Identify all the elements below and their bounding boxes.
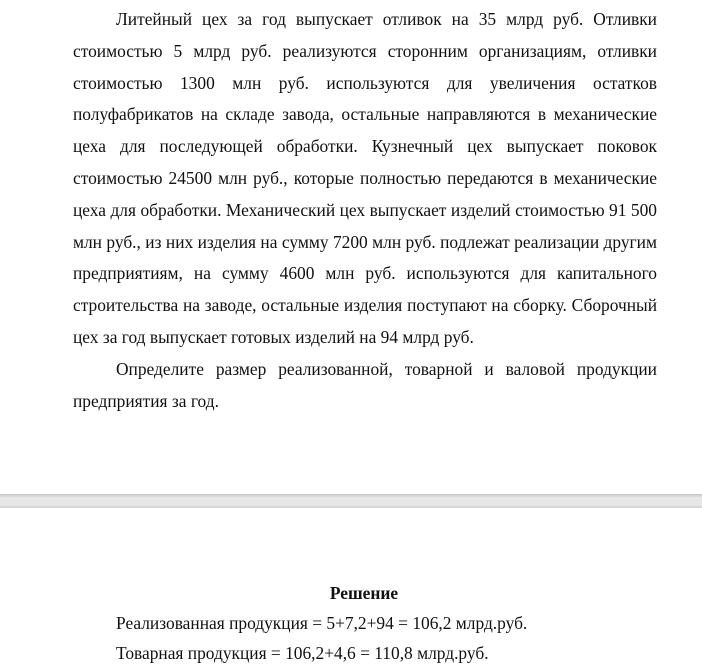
problem-question: Определите размер реализованной, товарной и валовой продукции предприятия за год. xyxy=(73,358,657,411)
solution-line-commodity: Товарная продукция = 106,2+4,6 = 110,8 млрд.руб. xyxy=(116,643,489,663)
page-separator xyxy=(0,494,702,508)
problem-paragraph: Литейный цех за год выпускает отливок на 35 млрд руб. Отливки стоимостью 5 млрд руб. реализуются сторонним организациям, отливки стоимостью 1300 млн руб. используются для увеличения остатков полуфабрикатов на складе завода, остальные направляются в механические цеха для последующей обработки. Кузнечный цех выпускает поковок стоимостью 24500 млн руб., которые полностью передаются в механические цеха для обработки. Механический цех выпускает изделий стоимостью 91 500 млн руб., из них изделия на сумму 7200 млн руб. подлежат реализации другим предприятиям, на сумму 4600 млн руб. используются для капитального строительства на заводе, остальные изделия поступают на сборку. Сборочный цех за год выпускает готовых изделий на 94 млрд руб. xyxy=(73,9,657,347)
document-page-bottom xyxy=(0,508,702,663)
problem-text xyxy=(73,4,657,417)
solution-heading: Решение xyxy=(329,583,399,603)
solution-line-realized: Реализованная продукция = 5+7,2+94 = 106,2 млрд.руб. xyxy=(116,613,528,633)
